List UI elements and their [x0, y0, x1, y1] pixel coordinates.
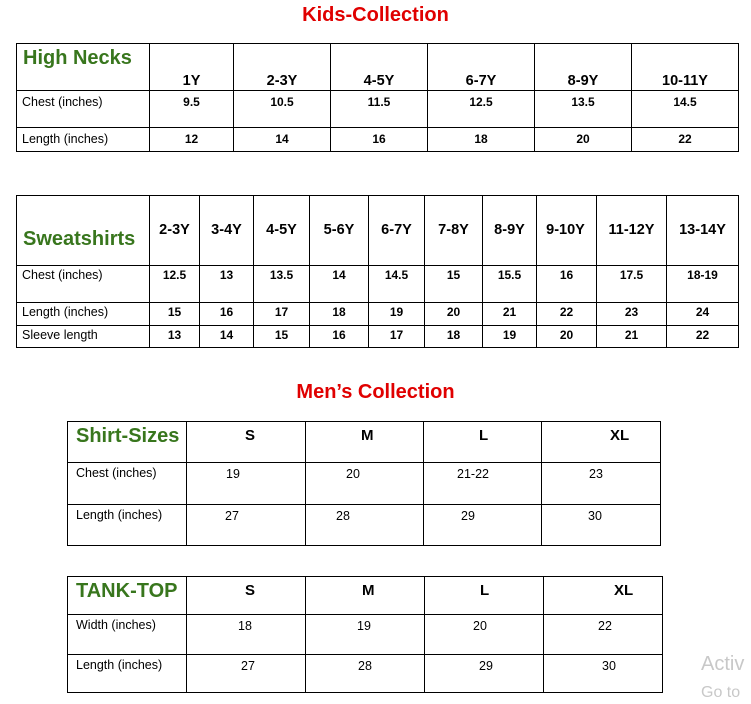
size-header: M [306, 577, 425, 615]
table-cell: 20 [425, 615, 544, 655]
size-header: 5-6Y [310, 196, 369, 266]
table-cell: 18 [310, 303, 369, 326]
table-cell: 13.5 [254, 266, 310, 303]
table-cell: 15 [425, 266, 483, 303]
row-label: Length (inches) [68, 655, 187, 693]
table-cell: 20 [306, 463, 424, 505]
row-label: Length (inches) [68, 505, 187, 546]
table-cell: 19 [306, 615, 425, 655]
table-cell: 28 [306, 655, 425, 693]
table-cell: 17 [254, 303, 310, 326]
table-cell: 17.5 [597, 266, 667, 303]
table-cell: 14 [310, 266, 369, 303]
table-cell: 23 [542, 463, 661, 505]
table-cell: 18 [187, 615, 306, 655]
row-label: Sleeve length [17, 326, 150, 348]
table-cell: 30 [542, 505, 661, 546]
table-cell: 16 [331, 128, 428, 152]
size-header: 2-3Y [234, 44, 331, 91]
table-cell: 28 [306, 505, 424, 546]
table-cell: 12 [150, 128, 234, 152]
table-cell: 29 [425, 655, 544, 693]
table-cell: 22 [632, 128, 739, 152]
table-cell: 14.5 [632, 91, 739, 128]
activation-watermark-line1: Activ [701, 653, 745, 675]
row-label: Width (inches) [68, 615, 187, 655]
table-cell: 11.5 [331, 91, 428, 128]
shirt-sizes-title: Shirt-Sizes [68, 422, 187, 463]
size-header: S [187, 422, 306, 463]
size-header: 9-10Y [537, 196, 597, 266]
table-cell: 19 [369, 303, 425, 326]
table-cell: 27 [187, 505, 306, 546]
row-label: Chest (inches) [68, 463, 187, 505]
table-cell: 12.5 [428, 91, 535, 128]
table-cell: 22 [544, 615, 663, 655]
table-cell: 18 [428, 128, 535, 152]
table-cell: 15 [254, 326, 310, 348]
table-cell: 19 [483, 326, 537, 348]
size-header: M [306, 422, 424, 463]
table-cell: 23 [597, 303, 667, 326]
table-cell: 22 [537, 303, 597, 326]
table-cell: 13.5 [535, 91, 632, 128]
sweatshirts-title: Sweatshirts [17, 196, 150, 266]
table-cell: 13 [200, 266, 254, 303]
row-label: Chest (inches) [17, 91, 150, 128]
size-header: 13-14Y [667, 196, 739, 266]
size-header: S [187, 577, 306, 615]
table-cell: 9.5 [150, 91, 234, 128]
table-cell: 22 [667, 326, 739, 348]
high-necks-title: High Necks [17, 44, 150, 91]
table-cell: 20 [425, 303, 483, 326]
size-header: XL [542, 422, 661, 463]
table-cell: 15 [150, 303, 200, 326]
size-header: 6-7Y [369, 196, 425, 266]
size-header: 8-9Y [535, 44, 632, 91]
table-cell: 20 [535, 128, 632, 152]
size-header: 2-3Y [150, 196, 200, 266]
row-label: Length (inches) [17, 128, 150, 152]
table-cell: 21 [597, 326, 667, 348]
tank-top-table [67, 576, 663, 693]
table-cell: 16 [537, 266, 597, 303]
table-cell: 24 [667, 303, 739, 326]
table-cell: 14.5 [369, 266, 425, 303]
size-header: 3-4Y [200, 196, 254, 266]
size-header: 4-5Y [254, 196, 310, 266]
table-cell: 19 [187, 463, 306, 505]
size-header: 1Y [150, 44, 234, 91]
table-cell: 18-19 [667, 266, 739, 303]
mens-collection-heading: Men’s Collection [296, 381, 455, 403]
table-cell: 29 [424, 505, 542, 546]
table-cell: 13 [150, 326, 200, 348]
table-cell: 16 [200, 303, 254, 326]
row-label: Chest (inches) [17, 266, 150, 303]
sweatshirts-table [16, 195, 739, 348]
size-header: 11-12Y [597, 196, 667, 266]
table-cell: 14 [234, 128, 331, 152]
table-cell: 30 [544, 655, 663, 693]
table-cell: 20 [537, 326, 597, 348]
table-cell: 15.5 [483, 266, 537, 303]
size-header: L [425, 577, 544, 615]
size-header: XL [544, 577, 663, 615]
size-header: 8-9Y [483, 196, 537, 266]
high-necks-table [16, 43, 739, 152]
size-header: 6-7Y [428, 44, 535, 91]
table-cell: 27 [187, 655, 306, 693]
size-header: L [424, 422, 542, 463]
table-cell: 18 [425, 326, 483, 348]
table-cell: 16 [310, 326, 369, 348]
row-label: Length (inches) [17, 303, 150, 326]
shirt-sizes-table [67, 421, 661, 546]
table-cell: 21 [483, 303, 537, 326]
tank-top-title: TANK-TOP [68, 577, 187, 615]
activation-watermark-line2: Go to [701, 684, 741, 701]
table-cell: 12.5 [150, 266, 200, 303]
size-header: 10-11Y [632, 44, 739, 91]
table-cell: 21-22 [424, 463, 542, 505]
table-cell: 10.5 [234, 91, 331, 128]
size-header: 4-5Y [331, 44, 428, 91]
size-header: 7-8Y [425, 196, 483, 266]
kids-collection-heading: Kids-Collection [302, 4, 449, 26]
table-cell: 14 [200, 326, 254, 348]
table-cell: 17 [369, 326, 425, 348]
